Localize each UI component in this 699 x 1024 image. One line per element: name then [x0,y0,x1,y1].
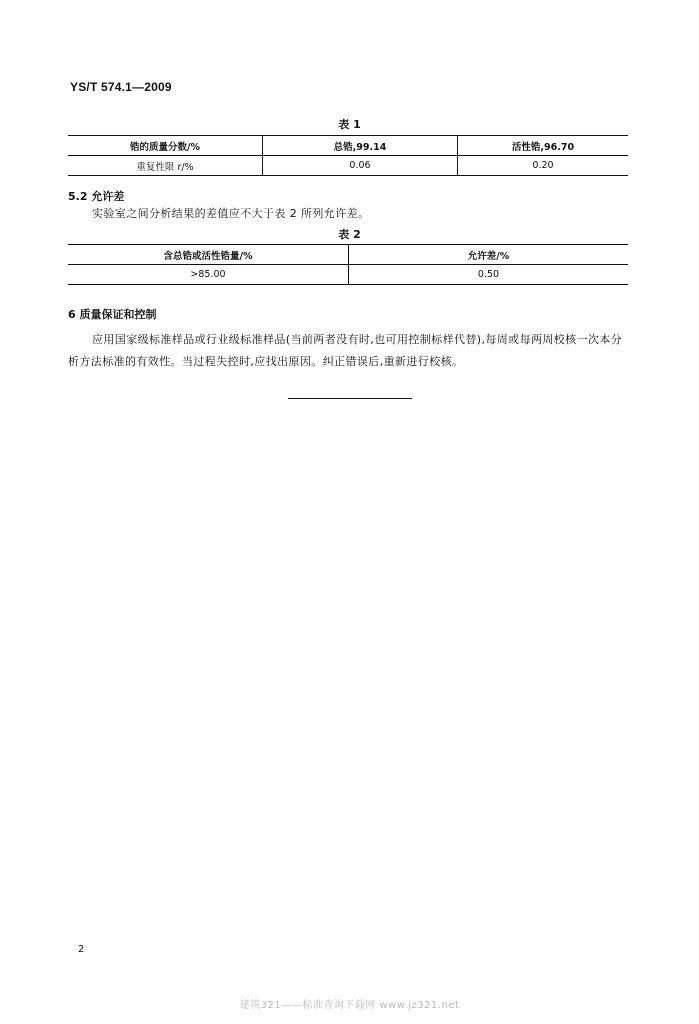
table-cell: 0.50 [349,265,629,285]
table1-title: 表 1 [338,118,361,131]
standard-code: YS/T 574.1—2009 [70,80,172,94]
table-row [68,245,628,265]
table1 [68,135,628,176]
table-cell: 重复性限 r/% [68,156,263,176]
table-cell: 总锆,99.14 [263,136,458,156]
section-6-text: 应用国家级标准样品或行业级标准样品(当前两者没有时,也可用控制标样代替),每周或每两周校核一次本分析方法标准的有效性。当过程失控时,应找出原因。纠正错误后,重新进行校核。 [68,333,623,368]
end-rule [288,398,412,399]
table-row [68,156,628,176]
table2 [68,244,628,285]
table2-title: 表 2 [338,228,361,241]
table-cell: 0.20 [458,156,629,176]
table-cell: 0.06 [263,156,458,176]
table-cell: 允许差/% [349,245,629,265]
table-cell: 活性锆,96.70 [458,136,629,156]
page-number: 2 [78,944,85,955]
table-cell: >85.00 [68,265,349,285]
table-cell: 锆的质量分数/% [68,136,263,156]
table-cell: 含总锆或活性锆量/% [68,245,349,265]
section-6-heading: 6 质量保证和控制 [68,308,157,321]
table-row [68,136,628,156]
watermark: 建筑321——标准查询下载网 www.jz321.net [239,1000,460,1011]
table-row [68,265,628,285]
section-5-2-heading: 5.2 允许差 [68,190,125,203]
section-5-2-text: 实验室之间分析结果的差值应不大于表 2 所列允许差。 [92,207,370,220]
